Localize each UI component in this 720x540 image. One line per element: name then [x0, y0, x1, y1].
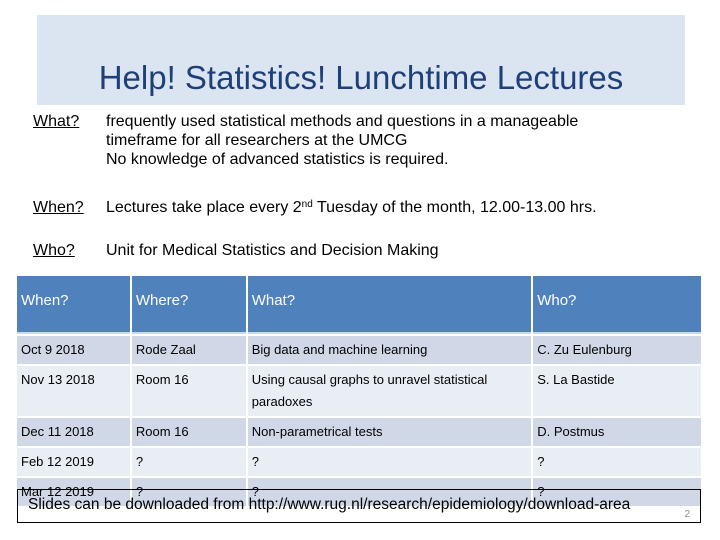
cell-where: ? [131, 477, 247, 507]
cell-when: Mar 12 2019 [17, 477, 131, 507]
download-footer [17, 489, 701, 523]
cell-what: Non-parametrical tests [247, 417, 533, 447]
table-row [17, 335, 702, 365]
header-what: What? [247, 276, 533, 332]
cell-what: Using causal graphs to unravel statistical paradoxes [247, 365, 533, 417]
cell-who: S. La Bastide [532, 365, 702, 417]
download-link-text[interactable]: Slides can be downloaded from http://www.rug.nl/research/epidemiology/download-area [28, 496, 631, 513]
who-label: Who? [33, 242, 75, 259]
title-banner [37, 15, 685, 105]
what-line: No knowledge of advanced statistics is required. [106, 151, 449, 168]
ordinal-suffix: nd [301, 199, 313, 210]
who-value: Unit for Medical Statistics and Decision Making [106, 242, 439, 259]
what-line: timeframe for all researchers at the UMCG [106, 132, 408, 149]
what-label: What? [33, 113, 80, 130]
cell-what: Big data and machine learning [247, 335, 533, 365]
table-row [17, 365, 702, 417]
cell-who: ? [532, 447, 702, 477]
cell-where: ? [131, 447, 247, 477]
cell-where: Room 16 [131, 365, 247, 417]
cell-where: Room 16 [131, 417, 247, 447]
when-text [106, 198, 666, 217]
when-text-end: Tuesday of the month, 12.00-13.00 hrs. [312, 199, 597, 216]
who-text [106, 241, 666, 260]
header-who: Who? [532, 276, 702, 332]
cell-when: Nov 13 2018 [17, 365, 131, 417]
cell-what: ? [247, 477, 533, 507]
lecture-schedule-table [17, 276, 703, 508]
cell-who: C. Zu Eulenburg [532, 335, 702, 365]
cell-when: Oct 9 2018 [17, 335, 131, 365]
table-row [17, 447, 702, 477]
cell-who: D. Postmus [532, 417, 702, 447]
header-where: Where? [131, 276, 247, 332]
when-label: When? [33, 199, 84, 216]
table-row [17, 417, 702, 447]
header-when: When? [17, 276, 131, 332]
page-number: 2 [684, 509, 690, 520]
what-line: frequently used statistical methods and questions in a manageable [106, 113, 579, 130]
table-header-row [17, 276, 702, 332]
cell-who: ? [532, 477, 702, 507]
when-text-start: Lectures take place every 2 [106, 199, 302, 216]
slide-title: Help! Statistics! Lunchtime Lectures [98, 59, 624, 96]
cell-when: Feb 12 2019 [17, 447, 131, 477]
cell-what: ? [247, 447, 533, 477]
what-text [106, 112, 666, 169]
cell-where: Rode Zaal [131, 335, 247, 365]
cell-when: Dec 11 2018 [17, 417, 131, 447]
